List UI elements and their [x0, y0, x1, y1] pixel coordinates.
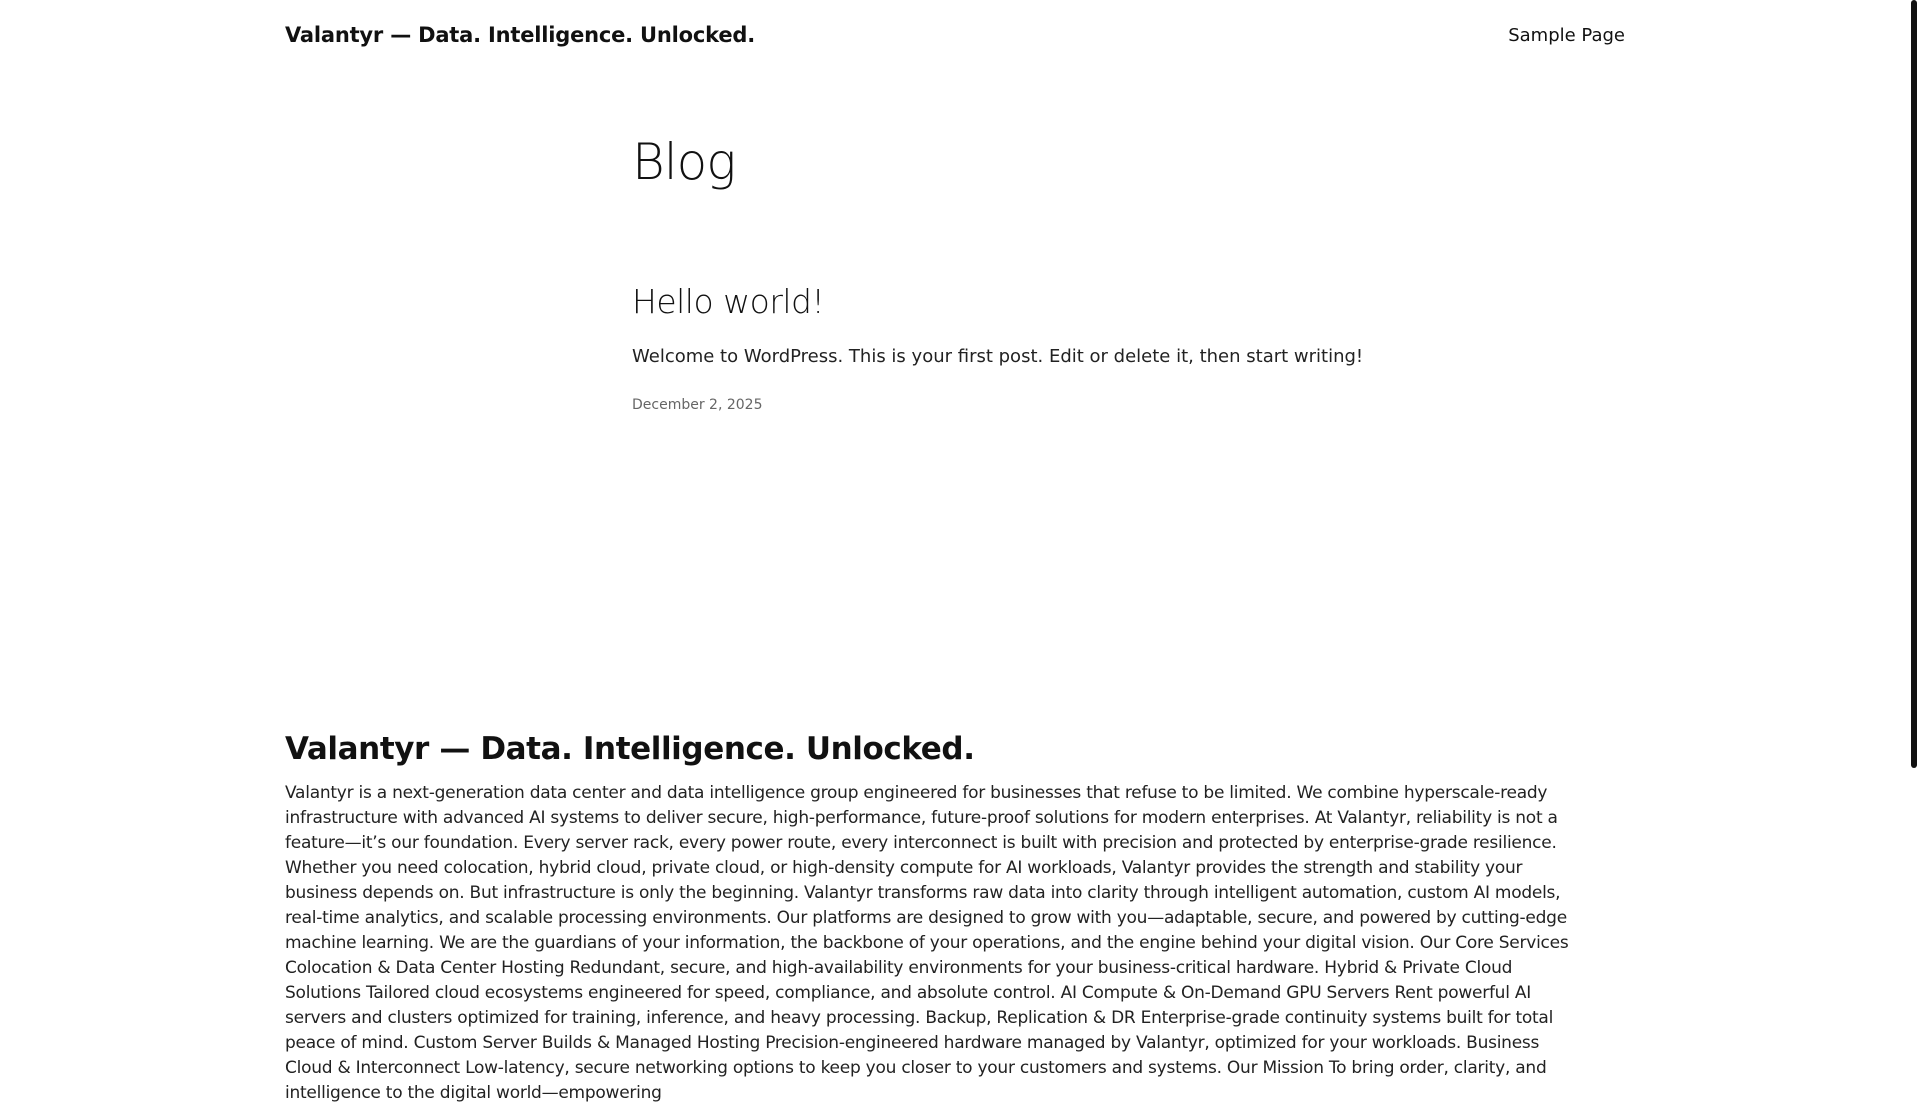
page-title: Blog — [632, 133, 736, 191]
post-excerpt: Welcome to WordPress. This is your first post. Edit or delete it, then start writing! — [632, 346, 1364, 367]
main-navigation — [1508, 25, 1625, 46]
site-title-link[interactable]: Valantyr — Data. Intelligence. Unlocked. — [285, 23, 755, 47]
about-section — [285, 728, 1575, 1106]
post-date-link[interactable]: December 2, 2025 — [632, 397, 763, 413]
about-heading: Valantyr — Data. Intelligence. Unlocked. — [285, 731, 975, 767]
post-title-link[interactable]: Hello world! — [632, 282, 825, 321]
site-header — [285, 18, 1625, 52]
scrollbar-thumb[interactable] — [1911, 0, 1917, 768]
post-item — [632, 280, 1364, 414]
nav-link-sample-page[interactable]: Sample Page — [1508, 24, 1625, 46]
vertical-scrollbar[interactable] — [1906, 0, 1920, 1080]
about-body-text: Valantyr is a next-generation data center and data intelligence group engineered for businesses that refuse to be limited. We combine hyperscale-ready infrastructure with advanced AI systems to deliver secure, high-performance, future-proof solutions for modern enterprises. At Valantyr, reliability is not a feature—it’s our foundation. Every server rack, every power route, every interconnect is built with precision and protected by enterprise-grade resilience. Whether you need colocation, hybrid cloud, private cloud, or high-density compute for AI workloads, Valantyr provides the strength and stability your business depends on. But infrastructure is only the beginning. Valantyr transforms raw data into clarity through intelligent automation, custom AI models, real-time analytics, and scalable processing environments. Our platforms are designed to grow with you—adaptable, secure, and powered by cutting-edge machine learning. We are the guardians of your information, the backbone of your operations, and the engine behind your digital vision. Our Core Services Colocation & Data Center Hosting Redundant, secure, and high-availability environments for your business-critical hardware. Hybrid & Private Cloud Solutions Tailored cloud ecosystems engineered for speed, compliance, and absolute control. AI Compute & On-Demand GPU Servers Rent powerful AI servers and clusters optimized for training, inference, and heavy processing. Backup, Replication & DR Enterprise-grade continuity systems built for total peace of mind. Custom Server Builds & Managed Hosting Precision-engineered hardware managed by Valantyr, optimized for your workloads. Business Cloud & Interconnect Low-latency, secure networking options to keep you closer to your customers and systems. Our Mission To bring order, clarity, and intelligence to the digital world—empowering — [285, 783, 1569, 1103]
